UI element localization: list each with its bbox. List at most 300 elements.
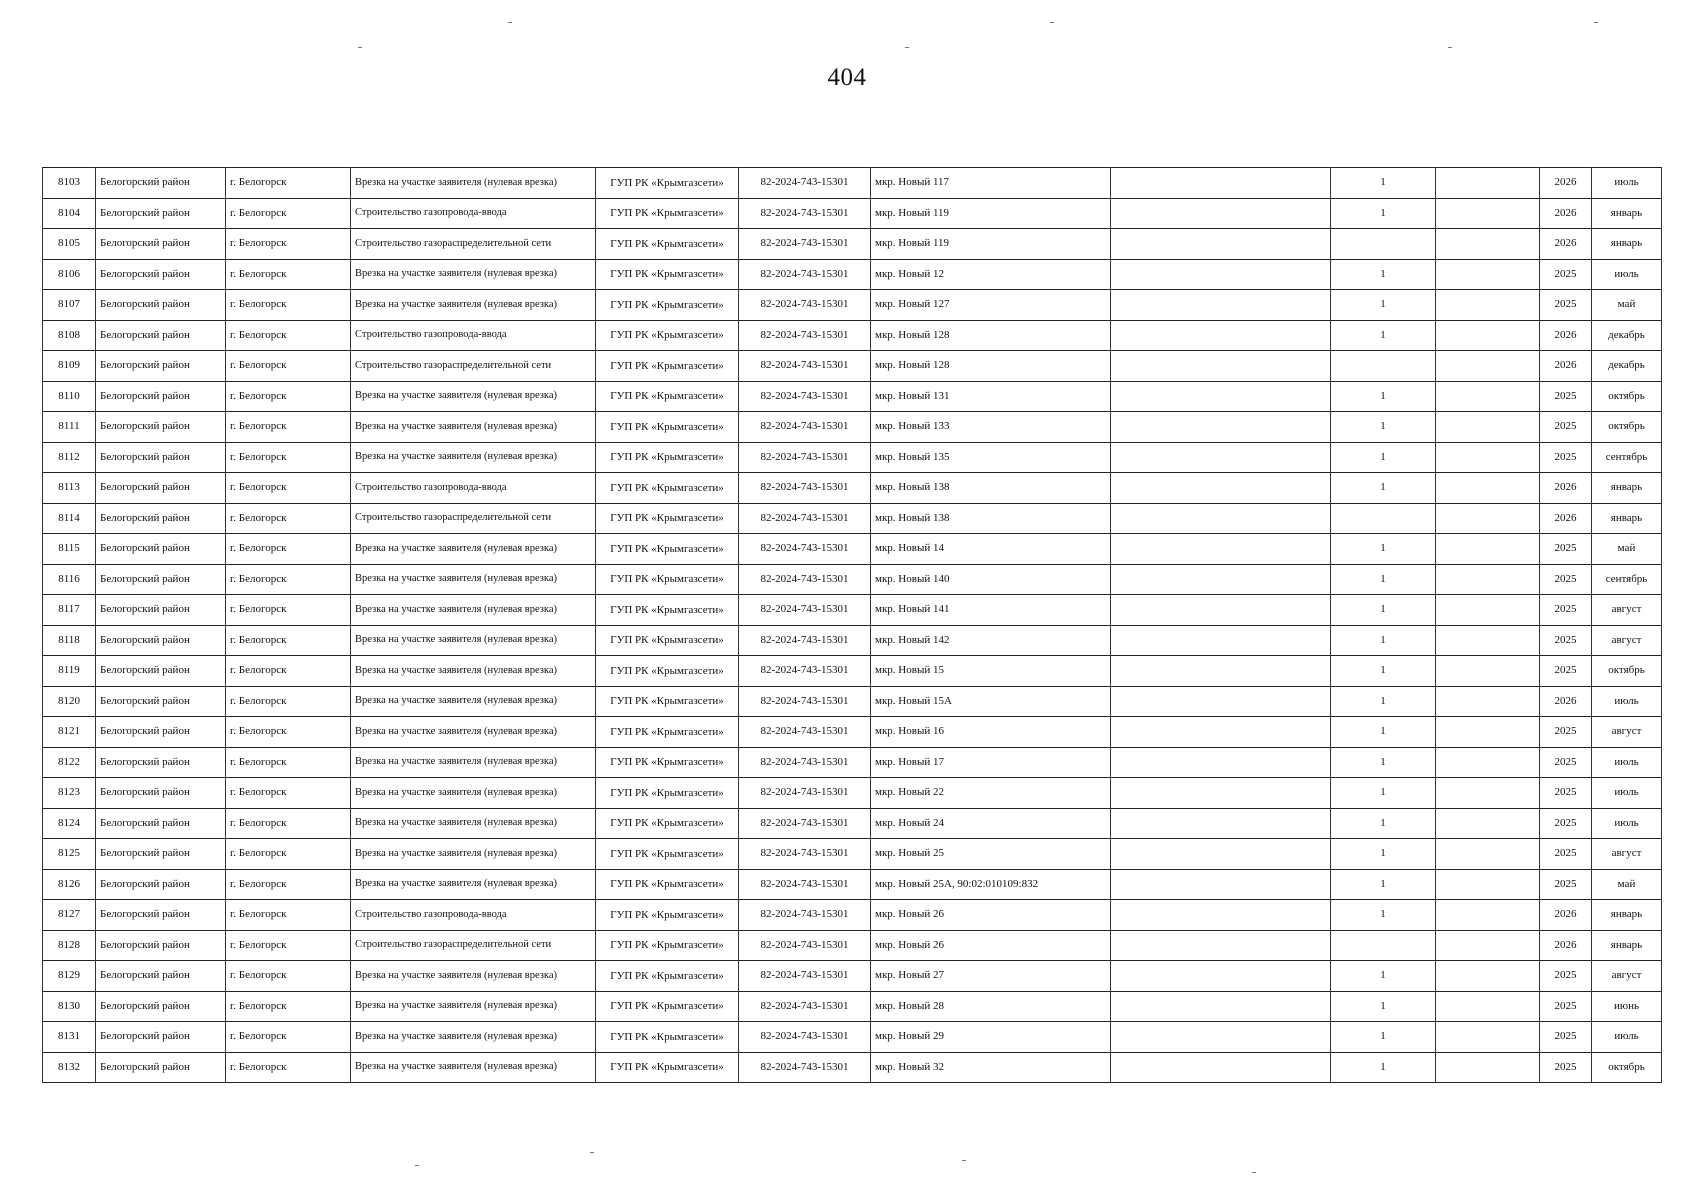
table-row	[43, 686, 1662, 717]
empty-cell	[1111, 747, 1331, 778]
program-code-cell: 82-2024-743-15301	[739, 717, 871, 748]
program-code-cell: 82-2024-743-15301	[739, 229, 871, 260]
program-code-cell: 82-2024-743-15301	[739, 808, 871, 839]
month-cell: май	[1592, 290, 1662, 321]
program-code-cell: 82-2024-743-15301	[739, 900, 871, 931]
month-cell: август	[1592, 595, 1662, 626]
table-body	[43, 168, 1662, 1083]
year-cell: 2025	[1540, 778, 1592, 809]
empty-cell	[1111, 717, 1331, 748]
year-cell: 2025	[1540, 534, 1592, 565]
year-cell: 2025	[1540, 808, 1592, 839]
empty-cell	[1111, 961, 1331, 992]
month-cell: октябрь	[1592, 381, 1662, 412]
address-cell: мкр. Новый 29	[871, 1022, 1111, 1053]
address-cell: мкр. Новый 15	[871, 656, 1111, 687]
district-cell: Белогорский район	[96, 778, 226, 809]
quantity-cell: 1	[1331, 625, 1436, 656]
organization-cell: ГУП РК «Крымгазсети»	[596, 473, 739, 504]
city-cell: г. Белогорск	[226, 168, 351, 199]
table-row	[43, 503, 1662, 534]
organization-cell: ГУП РК «Крымгазсети»	[596, 839, 739, 870]
work-type-cell: Врезка на участке заявителя (нулевая врезка)	[351, 839, 596, 870]
work-type-cell: Строительство газораспределительной сети	[351, 229, 596, 260]
row-number: 8123	[43, 778, 96, 809]
row-number: 8103	[43, 168, 96, 199]
work-type-cell: Врезка на участке заявителя (нулевая врезка)	[351, 1022, 596, 1053]
organization-cell: ГУП РК «Крымгазсети»	[596, 534, 739, 565]
empty-cell	[1436, 290, 1540, 321]
organization-cell: ГУП РК «Крымгазсети»	[596, 595, 739, 626]
empty-cell	[1436, 808, 1540, 839]
work-type-cell: Строительство газопровода-ввода	[351, 198, 596, 229]
empty-cell	[1111, 595, 1331, 626]
quantity-cell: 1	[1331, 1022, 1436, 1053]
district-cell: Белогорский район	[96, 656, 226, 687]
table-row	[43, 961, 1662, 992]
empty-cell	[1436, 900, 1540, 931]
quantity-cell: 1	[1331, 534, 1436, 565]
year-cell: 2025	[1540, 290, 1592, 321]
month-cell: август	[1592, 961, 1662, 992]
empty-cell	[1436, 595, 1540, 626]
address-cell: мкр. Новый 131	[871, 381, 1111, 412]
work-type-cell: Строительство газопровода-ввода	[351, 900, 596, 931]
empty-cell	[1436, 198, 1540, 229]
quantity-cell: 1	[1331, 412, 1436, 443]
address-cell: мкр. Новый 32	[871, 1052, 1111, 1083]
year-cell: 2026	[1540, 168, 1592, 199]
work-type-cell: Строительство газопровода-ввода	[351, 473, 596, 504]
work-type-cell: Строительство газораспределительной сети	[351, 503, 596, 534]
empty-cell	[1436, 747, 1540, 778]
empty-cell	[1436, 534, 1540, 565]
empty-cell	[1111, 991, 1331, 1022]
district-cell: Белогорский район	[96, 320, 226, 351]
city-cell: г. Белогорск	[226, 625, 351, 656]
empty-cell	[1111, 351, 1331, 382]
year-cell: 2025	[1540, 381, 1592, 412]
row-number: 8119	[43, 656, 96, 687]
program-code-cell: 82-2024-743-15301	[739, 961, 871, 992]
month-cell: январь	[1592, 229, 1662, 260]
row-number: 8130	[43, 991, 96, 1022]
table-row	[43, 229, 1662, 260]
program-code-cell: 82-2024-743-15301	[739, 473, 871, 504]
month-cell: октябрь	[1592, 1052, 1662, 1083]
district-cell: Белогорский район	[96, 839, 226, 870]
empty-cell	[1111, 808, 1331, 839]
table-row	[43, 1052, 1662, 1083]
gasification-table	[42, 167, 1662, 1083]
organization-cell: ГУП РК «Крымгазсети»	[596, 747, 739, 778]
empty-cell	[1111, 900, 1331, 931]
row-number: 8106	[43, 259, 96, 290]
program-code-cell: 82-2024-743-15301	[739, 442, 871, 473]
table-row	[43, 259, 1662, 290]
organization-cell: ГУП РК «Крымгазсети»	[596, 808, 739, 839]
district-cell: Белогорский район	[96, 168, 226, 199]
year-cell: 2026	[1540, 930, 1592, 961]
row-number: 8109	[43, 351, 96, 382]
district-cell: Белогорский район	[96, 259, 226, 290]
month-cell: май	[1592, 534, 1662, 565]
month-cell: октябрь	[1592, 412, 1662, 443]
city-cell: г. Белогорск	[226, 1022, 351, 1053]
organization-cell: ГУП РК «Крымгазсети»	[596, 442, 739, 473]
table-row	[43, 625, 1662, 656]
empty-cell	[1436, 1022, 1540, 1053]
year-cell: 2026	[1540, 351, 1592, 382]
work-type-cell: Врезка на участке заявителя (нулевая врезка)	[351, 991, 596, 1022]
quantity-cell: 1	[1331, 442, 1436, 473]
work-type-cell: Врезка на участке заявителя (нулевая врезка)	[351, 656, 596, 687]
program-code-cell: 82-2024-743-15301	[739, 1022, 871, 1053]
row-number: 8124	[43, 808, 96, 839]
city-cell: г. Белогорск	[226, 1052, 351, 1083]
table-row	[43, 717, 1662, 748]
year-cell: 2025	[1540, 961, 1592, 992]
year-cell: 2025	[1540, 656, 1592, 687]
city-cell: г. Белогорск	[226, 229, 351, 260]
row-number: 8126	[43, 869, 96, 900]
city-cell: г. Белогорск	[226, 442, 351, 473]
city-cell: г. Белогорск	[226, 961, 351, 992]
table-row	[43, 351, 1662, 382]
city-cell: г. Белогорск	[226, 900, 351, 931]
row-number: 8125	[43, 839, 96, 870]
city-cell: г. Белогорск	[226, 564, 351, 595]
empty-cell	[1436, 320, 1540, 351]
work-type-cell: Врезка на участке заявителя (нулевая врезка)	[351, 1052, 596, 1083]
empty-cell	[1436, 778, 1540, 809]
month-cell: январь	[1592, 473, 1662, 504]
quantity-cell: 1	[1331, 290, 1436, 321]
scan-speck	[962, 1160, 966, 1161]
row-number: 8114	[43, 503, 96, 534]
empty-cell	[1436, 381, 1540, 412]
year-cell: 2025	[1540, 839, 1592, 870]
address-cell: мкр. Новый 15А	[871, 686, 1111, 717]
empty-cell	[1436, 839, 1540, 870]
year-cell: 2025	[1540, 412, 1592, 443]
city-cell: г. Белогорск	[226, 412, 351, 443]
organization-cell: ГУП РК «Крымгазсети»	[596, 320, 739, 351]
address-cell: мкр. Новый 119	[871, 229, 1111, 260]
empty-cell	[1436, 168, 1540, 199]
quantity-cell: 1	[1331, 869, 1436, 900]
table-row	[43, 778, 1662, 809]
address-cell: мкр. Новый 117	[871, 168, 1111, 199]
month-cell: август	[1592, 717, 1662, 748]
program-code-cell: 82-2024-743-15301	[739, 625, 871, 656]
month-cell: июнь	[1592, 991, 1662, 1022]
district-cell: Белогорский район	[96, 564, 226, 595]
scan-speck	[415, 1165, 419, 1166]
program-code-cell: 82-2024-743-15301	[739, 290, 871, 321]
city-cell: г. Белогорск	[226, 503, 351, 534]
table-row	[43, 534, 1662, 565]
work-type-cell: Строительство газораспределительной сети	[351, 930, 596, 961]
row-number: 8120	[43, 686, 96, 717]
address-cell: мкр. Новый 138	[871, 473, 1111, 504]
quantity-cell: 1	[1331, 961, 1436, 992]
row-number: 8107	[43, 290, 96, 321]
row-number: 8104	[43, 198, 96, 229]
empty-cell	[1436, 625, 1540, 656]
program-code-cell: 82-2024-743-15301	[739, 534, 871, 565]
quantity-cell: 1	[1331, 686, 1436, 717]
organization-cell: ГУП РК «Крымгазсети»	[596, 900, 739, 931]
program-code-cell: 82-2024-743-15301	[739, 839, 871, 870]
address-cell: мкр. Новый 12	[871, 259, 1111, 290]
program-code-cell: 82-2024-743-15301	[739, 595, 871, 626]
month-cell: январь	[1592, 930, 1662, 961]
year-cell: 2025	[1540, 625, 1592, 656]
organization-cell: ГУП РК «Крымгазсети»	[596, 503, 739, 534]
program-code-cell: 82-2024-743-15301	[739, 564, 871, 595]
year-cell: 2025	[1540, 1052, 1592, 1083]
quantity-cell: 1	[1331, 778, 1436, 809]
year-cell: 2025	[1540, 991, 1592, 1022]
district-cell: Белогорский район	[96, 473, 226, 504]
month-cell: декабрь	[1592, 351, 1662, 382]
work-type-cell: Врезка на участке заявителя (нулевая врезка)	[351, 564, 596, 595]
city-cell: г. Белогорск	[226, 930, 351, 961]
empty-cell	[1436, 259, 1540, 290]
year-cell: 2025	[1540, 259, 1592, 290]
program-code-cell: 82-2024-743-15301	[739, 412, 871, 443]
month-cell: август	[1592, 839, 1662, 870]
month-cell: июль	[1592, 1022, 1662, 1053]
table-row	[43, 290, 1662, 321]
organization-cell: ГУП РК «Крымгазсети»	[596, 930, 739, 961]
district-cell: Белогорский район	[96, 991, 226, 1022]
empty-cell	[1111, 534, 1331, 565]
city-cell: г. Белогорск	[226, 717, 351, 748]
address-cell: мкр. Новый 14	[871, 534, 1111, 565]
organization-cell: ГУП РК «Крымгазсети»	[596, 351, 739, 382]
quantity-cell: 1	[1331, 839, 1436, 870]
row-number: 8117	[43, 595, 96, 626]
program-code-cell: 82-2024-743-15301	[739, 259, 871, 290]
work-type-cell: Врезка на участке заявителя (нулевая врезка)	[351, 534, 596, 565]
empty-cell	[1436, 1052, 1540, 1083]
work-type-cell: Врезка на участке заявителя (нулевая врезка)	[351, 381, 596, 412]
table-row	[43, 595, 1662, 626]
table-row	[43, 930, 1662, 961]
row-number: 8122	[43, 747, 96, 778]
work-type-cell: Врезка на участке заявителя (нулевая врезка)	[351, 442, 596, 473]
work-type-cell: Врезка на участке заявителя (нулевая врезка)	[351, 961, 596, 992]
organization-cell: ГУП РК «Крымгазсети»	[596, 412, 739, 443]
work-type-cell: Врезка на участке заявителя (нулевая врезка)	[351, 168, 596, 199]
program-code-cell: 82-2024-743-15301	[739, 747, 871, 778]
work-type-cell: Врезка на участке заявителя (нулевая врезка)	[351, 290, 596, 321]
quantity-cell: 1	[1331, 656, 1436, 687]
district-cell: Белогорский район	[96, 717, 226, 748]
month-cell: август	[1592, 625, 1662, 656]
organization-cell: ГУП РК «Крымгазсети»	[596, 1052, 739, 1083]
district-cell: Белогорский район	[96, 534, 226, 565]
empty-cell	[1436, 503, 1540, 534]
district-cell: Белогорский район	[96, 1052, 226, 1083]
scan-speck	[1448, 47, 1452, 48]
program-code-cell: 82-2024-743-15301	[739, 503, 871, 534]
table-row	[43, 168, 1662, 199]
city-cell: г. Белогорск	[226, 808, 351, 839]
organization-cell: ГУП РК «Крымгазсети»	[596, 656, 739, 687]
scan-speck	[1594, 22, 1598, 23]
program-code-cell: 82-2024-743-15301	[739, 320, 871, 351]
district-cell: Белогорский район	[96, 351, 226, 382]
year-cell: 2026	[1540, 473, 1592, 504]
month-cell: июль	[1592, 778, 1662, 809]
table-row	[43, 991, 1662, 1022]
quantity-cell: 1	[1331, 473, 1436, 504]
address-cell: мкр. Новый 127	[871, 290, 1111, 321]
table-row	[43, 900, 1662, 931]
program-code-cell: 82-2024-743-15301	[739, 198, 871, 229]
empty-cell	[1111, 168, 1331, 199]
month-cell: июль	[1592, 747, 1662, 778]
quantity-cell: 1	[1331, 259, 1436, 290]
row-number: 8128	[43, 930, 96, 961]
year-cell: 2026	[1540, 686, 1592, 717]
page-number: 404	[827, 64, 867, 91]
empty-cell	[1436, 351, 1540, 382]
empty-cell	[1111, 320, 1331, 351]
quantity-cell	[1331, 930, 1436, 961]
district-cell: Белогорский район	[96, 808, 226, 839]
city-cell: г. Белогорск	[226, 747, 351, 778]
empty-cell	[1436, 961, 1540, 992]
city-cell: г. Белогорск	[226, 991, 351, 1022]
month-cell: июль	[1592, 808, 1662, 839]
month-cell: январь	[1592, 900, 1662, 931]
scan-speck	[358, 47, 362, 48]
row-number: 8121	[43, 717, 96, 748]
table-row	[43, 808, 1662, 839]
work-type-cell: Врезка на участке заявителя (нулевая врезка)	[351, 686, 596, 717]
empty-cell	[1111, 412, 1331, 443]
district-cell: Белогорский район	[96, 381, 226, 412]
empty-cell	[1436, 930, 1540, 961]
address-cell: мкр. Новый 26	[871, 900, 1111, 931]
month-cell: январь	[1592, 198, 1662, 229]
table-row	[43, 442, 1662, 473]
row-number: 8118	[43, 625, 96, 656]
empty-cell	[1436, 564, 1540, 595]
address-cell: мкр. Новый 22	[871, 778, 1111, 809]
quantity-cell: 1	[1331, 717, 1436, 748]
program-code-cell: 82-2024-743-15301	[739, 381, 871, 412]
work-type-cell: Врезка на участке заявителя (нулевая врезка)	[351, 778, 596, 809]
month-cell: декабрь	[1592, 320, 1662, 351]
organization-cell: ГУП РК «Крымгазсети»	[596, 625, 739, 656]
empty-cell	[1111, 442, 1331, 473]
city-cell: г. Белогорск	[226, 534, 351, 565]
work-type-cell: Врезка на участке заявителя (нулевая врезка)	[351, 717, 596, 748]
address-cell: мкр. Новый 25	[871, 839, 1111, 870]
city-cell: г. Белогорск	[226, 869, 351, 900]
program-code-cell: 82-2024-743-15301	[739, 991, 871, 1022]
district-cell: Белогорский район	[96, 1022, 226, 1053]
year-cell: 2025	[1540, 595, 1592, 626]
month-cell: январь	[1592, 503, 1662, 534]
city-cell: г. Белогорск	[226, 290, 351, 321]
row-number: 8127	[43, 900, 96, 931]
address-cell: мкр. Новый 27	[871, 961, 1111, 992]
organization-cell: ГУП РК «Крымгазсети»	[596, 168, 739, 199]
month-cell: июль	[1592, 259, 1662, 290]
address-cell: мкр. Новый 141	[871, 595, 1111, 626]
year-cell: 2026	[1540, 320, 1592, 351]
empty-cell	[1111, 930, 1331, 961]
district-cell: Белогорский район	[96, 503, 226, 534]
quantity-cell: 1	[1331, 1052, 1436, 1083]
year-cell: 2025	[1540, 717, 1592, 748]
organization-cell: ГУП РК «Крымгазсети»	[596, 778, 739, 809]
table-row	[43, 656, 1662, 687]
row-number: 8111	[43, 412, 96, 443]
empty-cell	[1111, 1052, 1331, 1083]
program-code-cell: 82-2024-743-15301	[739, 778, 871, 809]
table-row	[43, 473, 1662, 504]
work-type-cell: Врезка на участке заявителя (нулевая врезка)	[351, 412, 596, 443]
quantity-cell: 1	[1331, 168, 1436, 199]
empty-cell	[1111, 229, 1331, 260]
district-cell: Белогорский район	[96, 412, 226, 443]
empty-cell	[1111, 381, 1331, 412]
city-cell: г. Белогорск	[226, 595, 351, 626]
scan-speck	[1252, 1172, 1256, 1173]
address-cell: мкр. Новый 138	[871, 503, 1111, 534]
address-cell: мкр. Новый 128	[871, 320, 1111, 351]
organization-cell: ГУП РК «Крымгазсети»	[596, 686, 739, 717]
row-number: 8131	[43, 1022, 96, 1053]
district-cell: Белогорский район	[96, 625, 226, 656]
program-code-cell: 82-2024-743-15301	[739, 869, 871, 900]
district-cell: Белогорский район	[96, 961, 226, 992]
empty-cell	[1436, 991, 1540, 1022]
empty-cell	[1436, 412, 1540, 443]
program-code-cell: 82-2024-743-15301	[739, 930, 871, 961]
empty-cell	[1111, 290, 1331, 321]
empty-cell	[1111, 473, 1331, 504]
table-row	[43, 198, 1662, 229]
address-cell: мкр. Новый 26	[871, 930, 1111, 961]
month-cell: сентябрь	[1592, 564, 1662, 595]
city-cell: г. Белогорск	[226, 259, 351, 290]
table-row	[43, 564, 1662, 595]
month-cell: июль	[1592, 686, 1662, 717]
district-cell: Белогорский район	[96, 686, 226, 717]
year-cell: 2025	[1540, 1022, 1592, 1053]
city-cell: г. Белогорск	[226, 686, 351, 717]
work-type-cell: Строительство газораспределительной сети	[351, 351, 596, 382]
district-cell: Белогорский район	[96, 595, 226, 626]
empty-cell	[1436, 229, 1540, 260]
quantity-cell: 1	[1331, 320, 1436, 351]
city-cell: г. Белогорск	[226, 351, 351, 382]
quantity-cell: 1	[1331, 900, 1436, 931]
table-row	[43, 381, 1662, 412]
empty-cell	[1111, 778, 1331, 809]
district-cell: Белогорский район	[96, 930, 226, 961]
program-code-cell: 82-2024-743-15301	[739, 1052, 871, 1083]
quantity-cell: 1	[1331, 564, 1436, 595]
